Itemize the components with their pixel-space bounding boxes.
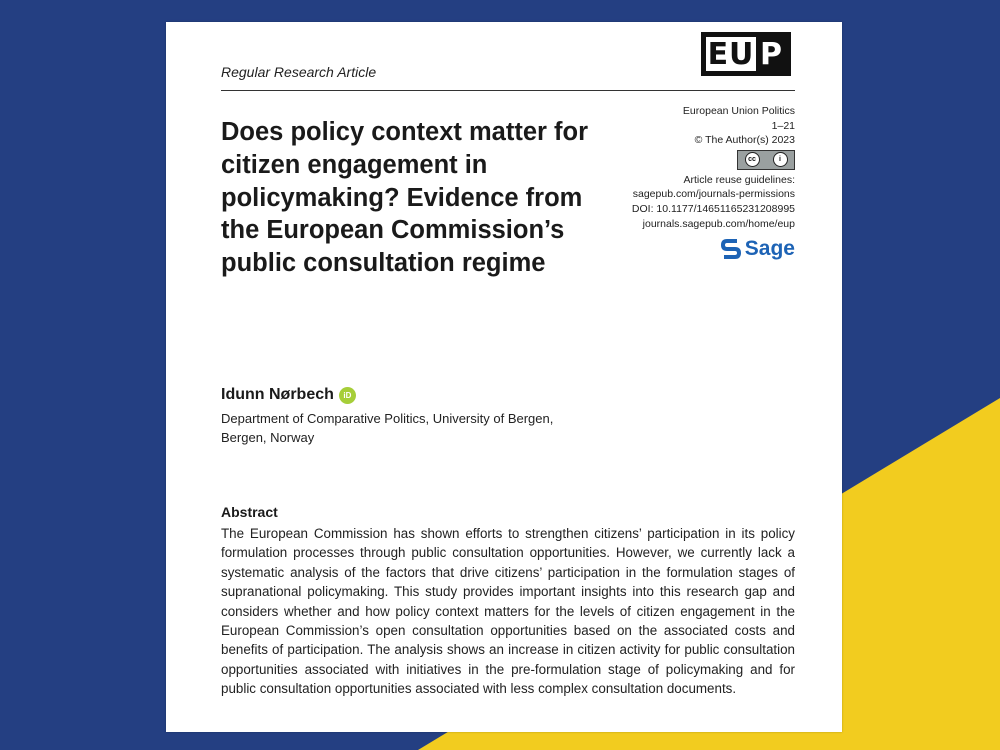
author-name: Idunn Nørbech [221,386,334,403]
journal-url[interactable]: journals.sagepub.com/home/eup [642,217,795,230]
eup-logo-icon [701,32,791,76]
author-affiliation: Department of Comparative Politics, University of Bergen, Bergen, Norway [221,411,554,445]
eup-logo-text: EU [707,36,755,72]
header-divider [221,90,795,91]
sage-logo [721,237,795,261]
reuse-label: Article reuse guidelines: [683,173,795,186]
paper-title: Does policy context matter for citizen engagement in policymaking? Evidence from the European Commission’s public consultation regime [221,118,588,278]
doi[interactable]: DOI: 10.1177/14651165231208995 [631,202,795,215]
author [221,386,356,404]
paper-first-page [166,22,842,732]
copyright: © The Author(s) 2023 [694,134,795,147]
page-range: 1–21 [771,119,795,132]
abstract-heading: Abstract [221,504,278,520]
sage-logo-text: Sage [744,236,795,260]
cc-by-icon: cc i [737,150,795,170]
sage-s-icon [721,237,741,261]
abstract-text: The European Commission has shown efforts to strengthen citizens’ participation in its policy formulation processes through public consultation opportunities. However, we currently lack a systematic analysis of the factors that drive citizens’ participation in the formulation stages of supranational policymaking. This study provides important insights into this research gap and considers whether and how policy context matters for the levels of citizen engagement in the European Commission’s open consultation opportunities based on the associated costs and benefits of participation. The analysis shows an increase in citizen activity for public consultation opportunities associated with initiatives in the pre-formulation stage of policymaking and for public consultation opportunities associated with less complex consultation documents. [221,526,795,697]
orcid-icon[interactable]: iD [339,387,356,404]
eup-logo-p: P [756,37,786,71]
reuse-link[interactable]: sagepub.com/journals-permissions [632,188,795,201]
article-type-label: Regular Research Article [221,64,377,80]
journal-name: European Union Politics [682,105,795,117]
